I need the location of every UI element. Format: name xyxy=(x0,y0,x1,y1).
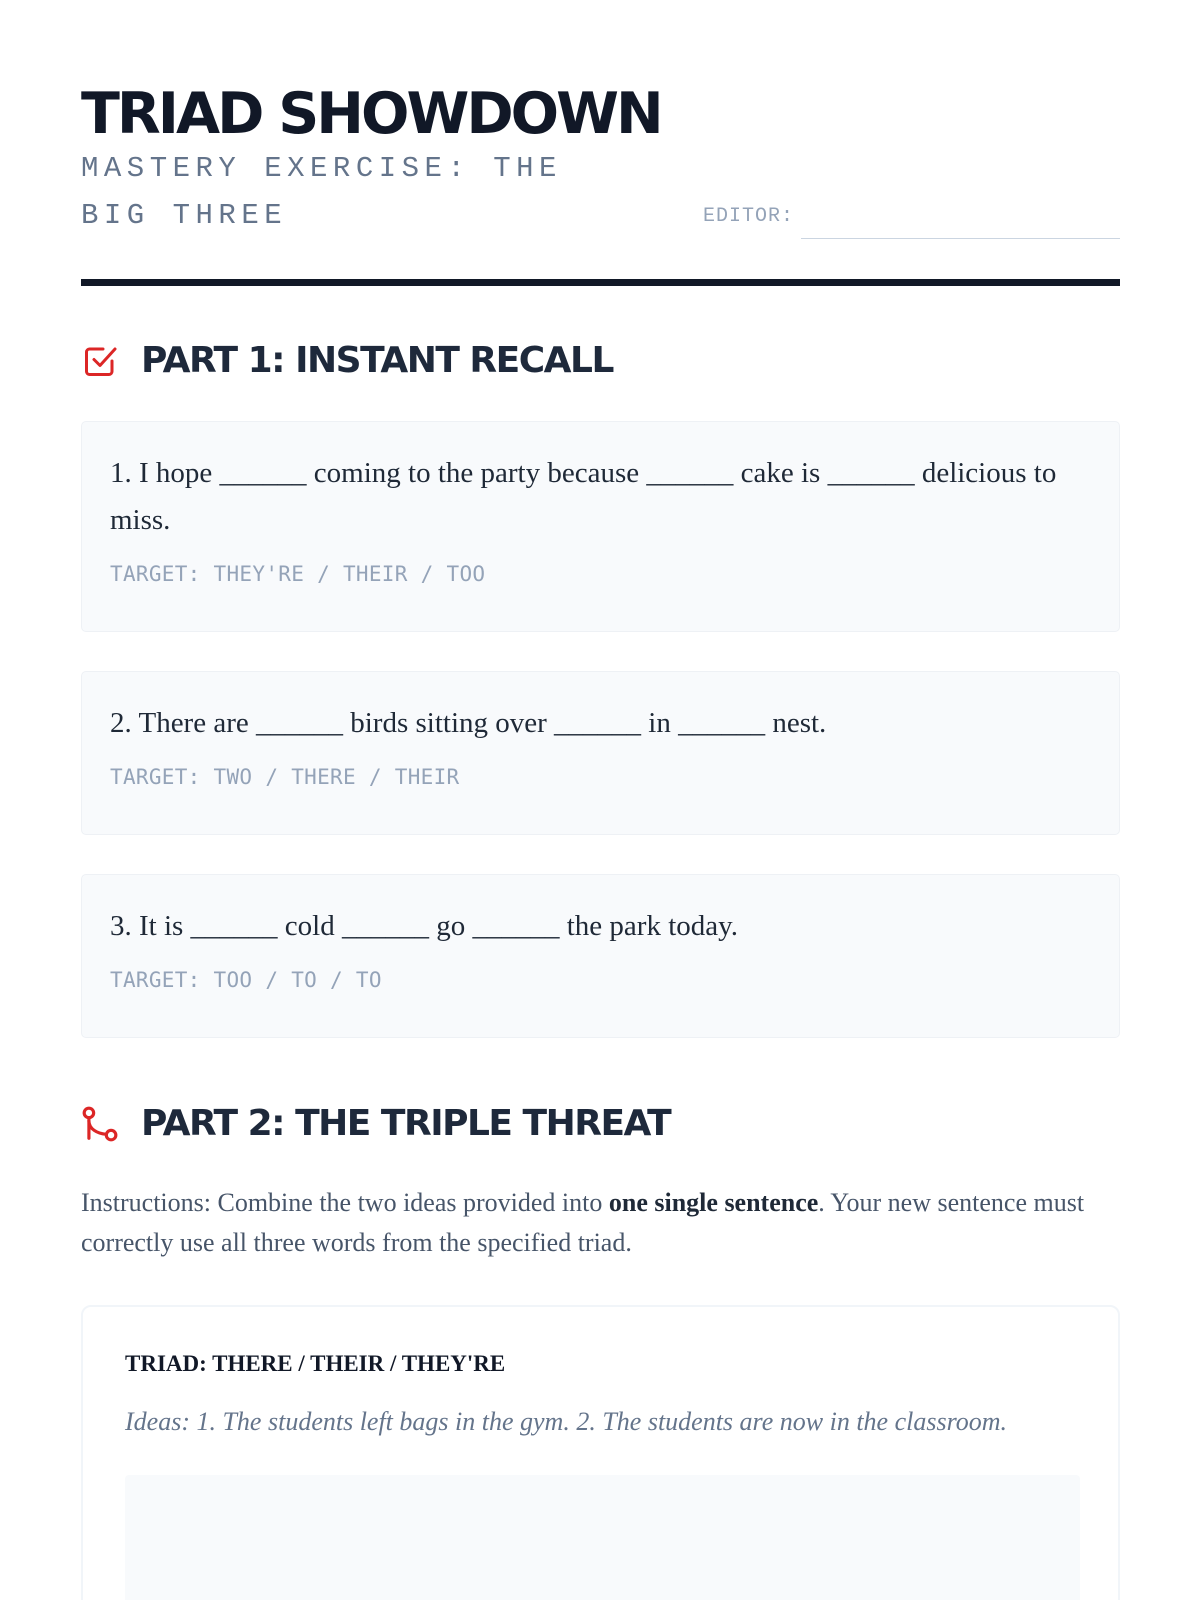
checkbox-icon xyxy=(81,342,119,380)
instructions-emphasis: one single sentence xyxy=(608,1188,819,1217)
question-card xyxy=(81,671,1120,835)
triad-card xyxy=(81,1305,1120,1600)
triad-ideas: Ideas: 1. The students left bags in the gym. 2. The students are now in the classroom. xyxy=(125,1407,1008,1436)
worksheet-page xyxy=(81,0,1120,1600)
question-target: TARGET: TWO / THERE / THEIR xyxy=(110,765,460,789)
instructions-text xyxy=(81,1183,1120,1263)
instructions-prefix: Instructions: Combine the two ideas provided into xyxy=(81,1188,609,1217)
branch-icon xyxy=(81,1105,119,1143)
question-target: TARGET: TOO / TO / TO xyxy=(110,968,382,992)
header-divider xyxy=(81,279,1120,286)
part2-heading xyxy=(81,1103,670,1144)
part1-title: PART 1: INSTANT RECALL xyxy=(141,340,613,381)
part2-title: PART 2: THE TRIPLE THREAT xyxy=(141,1103,671,1144)
page-subtitle: MASTERY EXERCISE: THE BIG THREE xyxy=(81,152,562,232)
part1-heading xyxy=(81,340,613,381)
question-text: 2. There are ______ birds sitting over ______ in ______ nest. xyxy=(110,707,827,739)
question-card xyxy=(81,874,1120,1038)
question-text: 3. It is ______ cold ______ go ______ the park today. xyxy=(110,910,738,942)
question-text: 1. I hope ______ coming to the party because ______ cake is ______ delicious to miss. xyxy=(110,457,1057,536)
question-card xyxy=(81,421,1120,632)
instructions-suffix: . Your new sentence must correctly use all three words from the specified triad. xyxy=(81,1188,1085,1257)
page-title: TRIAD SHOWDOWN xyxy=(81,81,661,147)
editor-label: EDITOR: xyxy=(703,205,795,228)
question-target: TARGET: THEY'RE / THEIR / TOO xyxy=(110,562,486,586)
editor-field[interactable] xyxy=(801,238,1120,239)
answer-box[interactable] xyxy=(125,1475,1080,1600)
triad-label: TRIAD: THERE / THEIR / THEY'RE xyxy=(125,1351,506,1376)
